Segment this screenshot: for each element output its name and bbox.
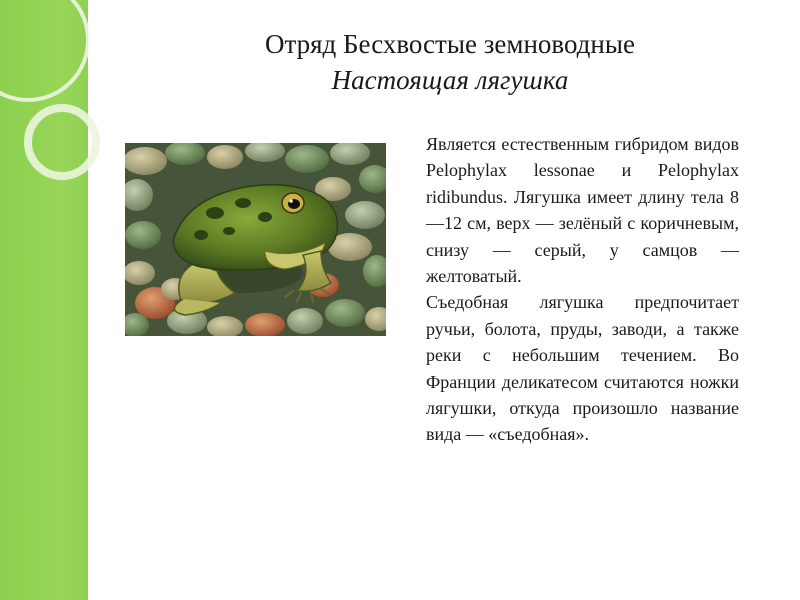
body-text xyxy=(426,131,739,448)
paragraph-description: Является естественным гибридом видов Pelophylax lessonae и Pelophylax ridibundus. Лягушка имеет длину тела 8—12 см, верх — зелёный с коричневым, снизу — серый, у самцов — желтоватый. xyxy=(426,134,739,287)
frog-icon xyxy=(125,143,386,336)
frog-photo xyxy=(125,143,386,336)
slide-subtitle: Настоящая лягушка xyxy=(331,65,569,95)
paragraph-habitat: Съедобная лягушка предпочитает ручьи, болота, пруды, заводи, а также реки с небольшим течением. Во Франции деликатесом считаются ножки лягушки, откуда произошло название вида — «съедобная». xyxy=(426,292,739,445)
decorative-circles xyxy=(0,0,140,210)
slide-title: Отряд Бесхвостые земноводные xyxy=(265,29,635,59)
